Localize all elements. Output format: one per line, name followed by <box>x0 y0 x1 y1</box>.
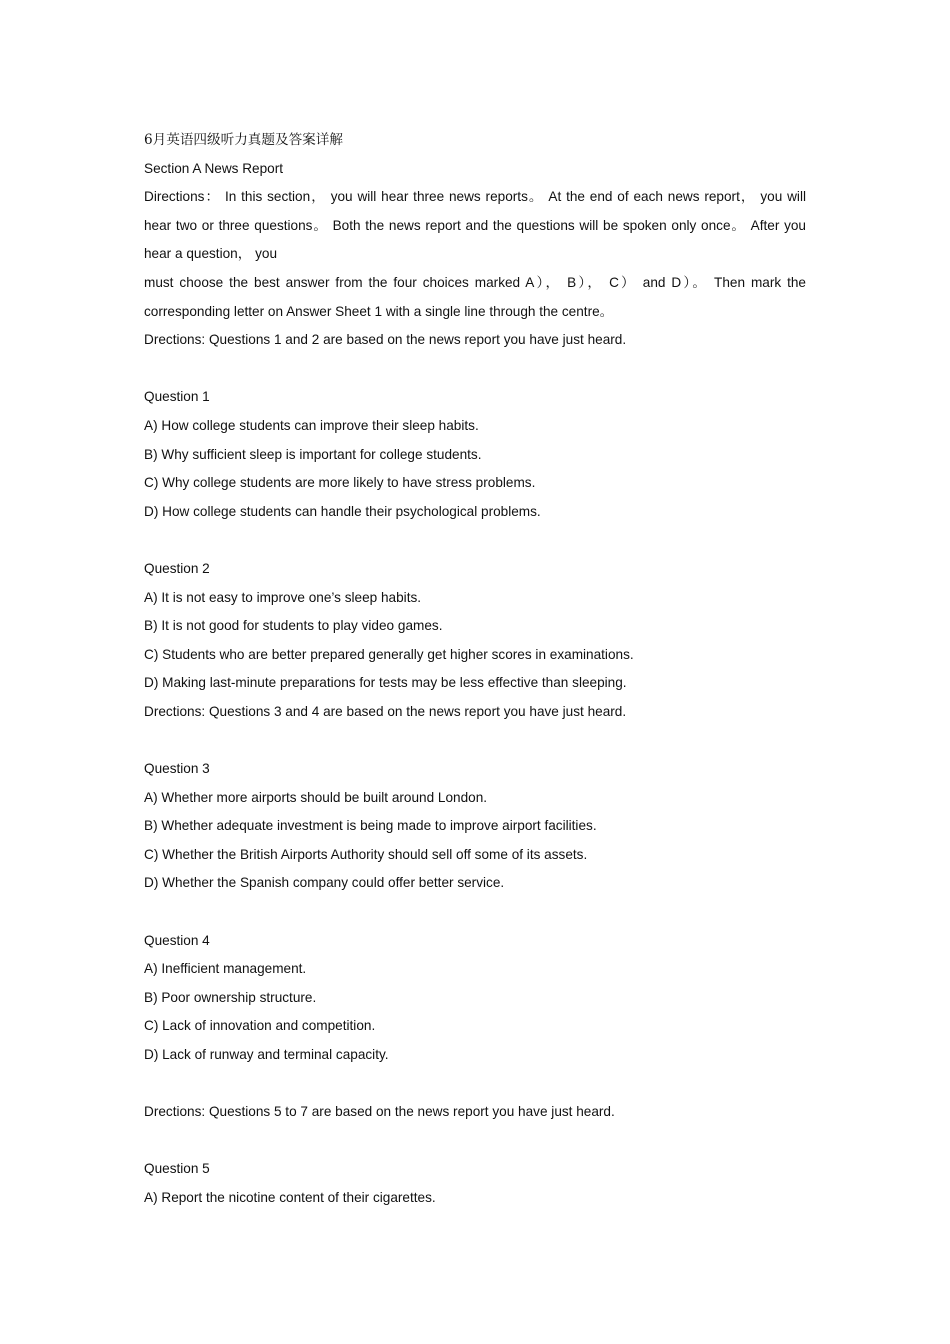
question-5-option-a: A) Report the nicotine content of their cigarettes. <box>144 1189 436 1205</box>
blank-line <box>144 898 806 927</box>
blank-line <box>144 1070 806 1099</box>
question-2-option-c: C) Students who are better prepared generally get higher scores in examinations. <box>144 646 634 662</box>
blank-line <box>144 526 806 555</box>
question-1-option-c: C) Why college students are more likely to have stress problems. <box>144 475 536 491</box>
directions-paragraph-1: Directions： In this section， you will hear three news reports。 At the end of each news report， you will hear two or three questions。 Both the news report and the questions will be spoken only once。 After you hear a question， you <box>144 189 806 262</box>
document-title: 6月英语四级听力真题及答案详解 <box>144 132 343 148</box>
question-4-option-d: D) Lack of runway and terminal capacity. <box>144 1047 389 1062</box>
question-1-label: Question 1 <box>144 389 210 405</box>
question-4-label: Question 4 <box>144 932 210 948</box>
question-3-label: Question 3 <box>144 761 210 777</box>
question-5-label: Question 5 <box>144 1161 210 1177</box>
directions-questions-5-7: Drections: Questions 5 to 7 are based on the news report you have just heard. <box>144 1104 615 1120</box>
question-4-option-a: A) Inefficient management. <box>144 961 307 977</box>
question-3-option-d: D) Whether the Spanish company could offer better service. <box>144 875 505 891</box>
blank-line <box>144 355 806 384</box>
question-4-option-b: B) Poor ownership structure. <box>144 989 317 1005</box>
question-2-option-d: D) Making last-minute preparations for tests may be less effective than sleeping. <box>144 675 627 691</box>
section-heading: Section A News Report <box>144 160 284 176</box>
question-2-option-a: A) It is not easy to improve one’s sleep habits. <box>144 589 422 605</box>
question-4-option-c: C) Lack of innovation and competition. <box>144 1018 376 1034</box>
question-3-option-c: C) Whether the British Airports Authority should sell off some of its assets. <box>144 846 588 862</box>
drections-questions-3-4: Drections: Questions 3 and 4 are based on the news report you have just heard. <box>144 703 627 719</box>
directions-paragraph-2: must choose the best answer from the four choices marked A）， B）， C） and D）。 Then mark the corresponding letter on Answer Sheet 1 with a single line through the centre。 <box>144 274 806 319</box>
question-1-option-b: B) Why sufficient sleep is important for college students. <box>144 446 482 462</box>
blank-line <box>144 1127 806 1156</box>
question-3-option-b: B) Whether adequate investment is being made to improve airport facilities. <box>144 818 597 834</box>
question-2-label: Question 2 <box>144 560 210 576</box>
document-page <box>144 126 806 1213</box>
question-1-option-d: D) How college students can handle their psychological problems. <box>144 503 541 519</box>
question-1-option-a: A) How college students can improve their sleep habits. <box>144 417 479 433</box>
blank-line <box>144 726 806 755</box>
question-3-option-a: A) Whether more airports should be built around London. <box>144 789 488 805</box>
drections-questions-1-2: Drections: Questions 1 and 2 are based on the news report you have just heard. <box>144 332 627 348</box>
question-2-option-b: B) It is not good for students to play video games. <box>144 618 443 634</box>
